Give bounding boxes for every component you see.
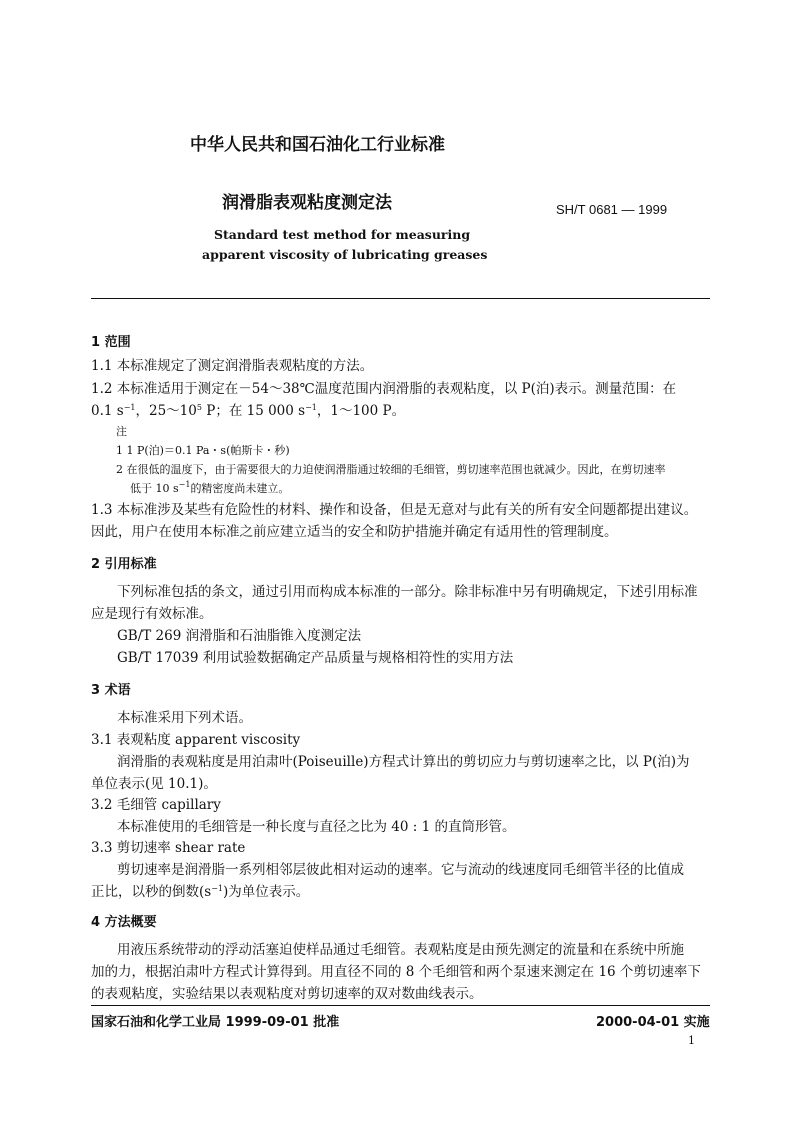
org-title: 中华人民共和国石油化工行业标准 <box>190 135 445 155</box>
note-2-text-b: 的精密度尚未建立。 <box>190 482 290 495</box>
note-1: 1 1 P(泊)＝0.1 Pa・s(帕斯卡・秒) <box>116 444 290 457</box>
clause-1-1: 1.1 本标准规定了测定润滑脂表观粘度的方法。 <box>91 358 374 374</box>
clause-1-2-line2 <box>91 401 405 421</box>
note-2-line1: 2 在很低的温度下，由于需要很大的力迫使润滑脂通过较细的毛细管，剪切速率范围也就减少。因此，在剪切速率 <box>116 463 666 476</box>
document-title-en-line1: Standard test method for measuring <box>214 227 471 242</box>
document-title-en-line2: apparent viscosity of lubricating greases <box>202 247 488 262</box>
range-value-1: 0.1 s <box>91 403 124 419</box>
section-2-heading: 2 引用标准 <box>91 557 157 572</box>
reference-gbt-17039: GB/T 17039 利用试验数据确定产品质量与规格相符性的实用方法 <box>117 650 514 666</box>
definition-3-1-line2: 单位表示(见 10.1)。 <box>91 776 217 792</box>
definition-3-2: 本标准使用的毛细管是一种长度与直径之比为 40 : 1 的直筒形管。 <box>117 819 516 835</box>
clause-1-3-line1: 1.3 本标准涉及某些有危险性的材料、操作和设备，但是无意对与此有关的所有安全问题都提出建议。 <box>91 502 698 518</box>
definition-3-1-line1: 润滑脂的表观粘度是用泊肃叶(Poiseuille)方程式计算出的剪切应力与剪切速率之比，以 P(泊)为 <box>117 754 690 770</box>
note-2-line2 <box>130 480 289 497</box>
term-3-1: 3.1 表观粘度 apparent viscosity <box>91 732 301 748</box>
page-number: 1 <box>688 1034 695 1047</box>
term-3-3: 3.3 剪切速率 shear rate <box>91 840 246 856</box>
definition-3-3-line1: 剪切速率是润滑脂一系列相邻层彼此相对运动的速率。它与流动的线速度同毛细管半径的比值成 <box>117 862 684 878</box>
section-4-para-line2: 加的力，根据泊肃叶方程式计算得到。用直径不同的 8 个毛细管和两个泵速来测定在 16 个剪切速率下 <box>91 964 701 980</box>
note-2-text-a: 低于 10 s <box>130 482 179 495</box>
footer-divider <box>91 1005 710 1006</box>
section-3-heading: 3 术语 <box>91 683 131 698</box>
section-4-heading: 4 方法概要 <box>91 915 157 930</box>
header-divider <box>91 298 710 299</box>
note-label: 注 <box>116 425 127 438</box>
term-3-2: 3.2 毛细管 capillary <box>91 797 221 813</box>
superscript: −1 <box>123 403 136 412</box>
definition-3-3-line2 <box>91 882 309 902</box>
section-2-para-line1: 下列标准包括的条文，通过引用而构成本标准的一部分。除非标准中另有明确规定，下述引用标准 <box>117 584 698 600</box>
definition-3-3-text-a: 正比，以秒的倒数(s <box>91 884 212 900</box>
section-3-intro: 本标准采用下列术语。 <box>117 710 252 726</box>
range-value-2: ，25～10 <box>135 403 197 419</box>
approval-line: 国家石油和化学工业局 1999-09-01 批准 <box>91 1015 340 1030</box>
reference-gbt-269: GB/T 269 润滑脂和石油脂锥入度测定法 <box>117 628 362 644</box>
section-1-heading: 1 范围 <box>91 335 131 350</box>
document-title-cn: 润滑脂表观粘度测定法 <box>222 193 392 213</box>
superscript: −1 <box>305 403 317 412</box>
clause-1-2-line1: 1.2 本标准适用于测定在－54～38℃温度范围内润滑脂的表观粘度，以 P(泊)表示。测量范围：在 <box>91 381 677 397</box>
section-4-para-line1: 用液压系统带动的浮动活塞迫使样品通过毛细管。表观粘度是由预先测定的流量和在系统中所施 <box>117 942 684 958</box>
range-value-4: ，1～100 P。 <box>316 403 406 419</box>
definition-3-3-text-b: )为单位表示。 <box>223 884 310 900</box>
range-value-3: P；在 15 000 s <box>201 403 306 419</box>
superscript: −1 <box>178 480 191 489</box>
superscript: −1 <box>211 884 223 893</box>
clause-1-3-line2: 因此，用户在使用本标准之前应建立适当的安全和防护措施并确定有适用性的管理制度。 <box>91 524 618 540</box>
section-4-para-line3: 的表观粘度，实验结果以表观粘度对剪切速率的双对数曲线表示。 <box>91 986 483 1002</box>
standard-code: SH/T 0681 — 1999 <box>556 202 668 217</box>
superscript: 5 <box>196 403 202 412</box>
section-2-para-line2: 应是现行有效标准。 <box>91 606 213 622</box>
effective-date: 2000-04-01 实施 <box>596 1015 710 1030</box>
